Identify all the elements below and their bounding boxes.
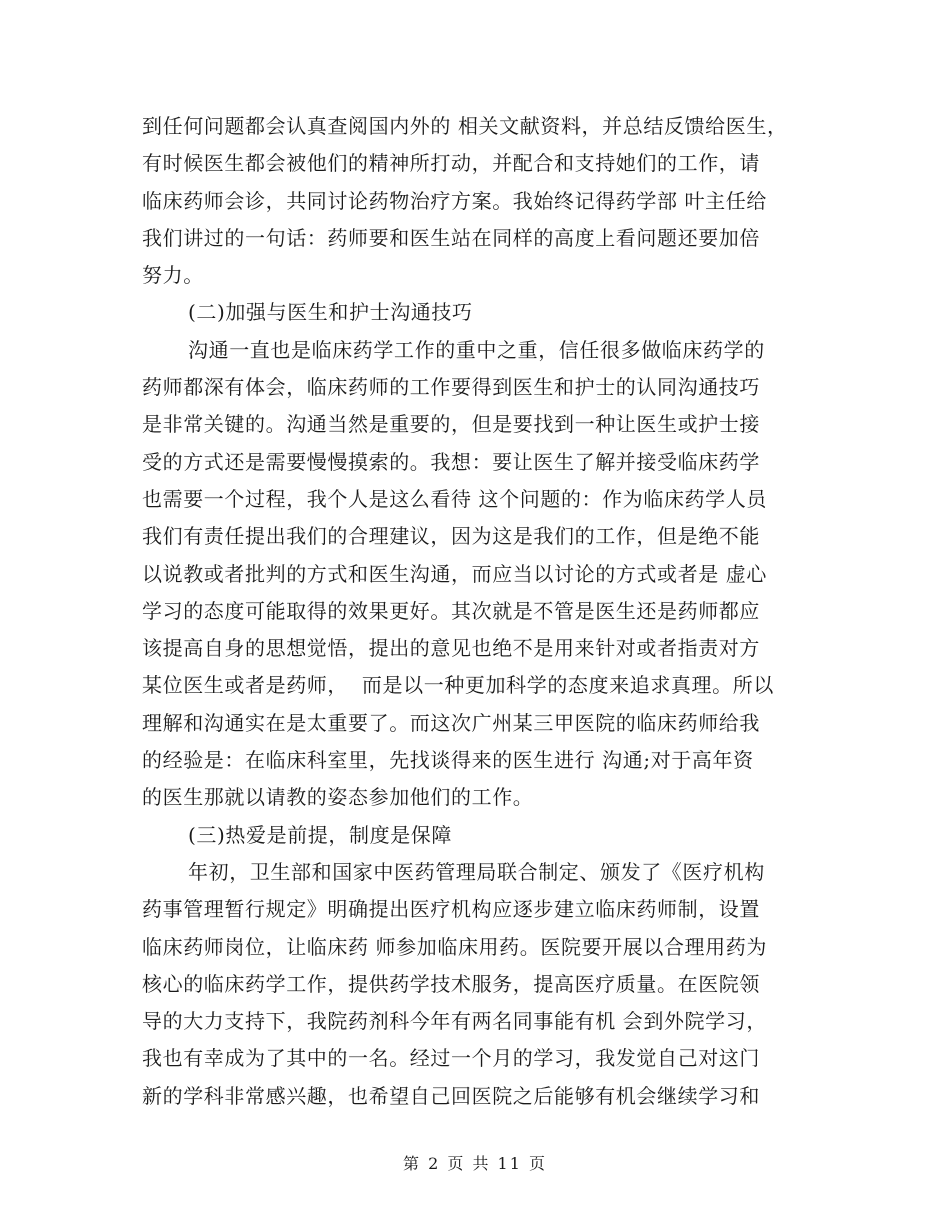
page-number-footer: 第 2 页 共 11 页 — [403, 1154, 547, 1173]
body-line: 的经验是：在临床科室里，先找谈得来的医生进行 沟通;对于高年资 — [142, 748, 754, 773]
body-line: 某位医生或者是药师， 而是以一种更加科学的态度来追求真理。所以 — [142, 673, 774, 698]
body-line: 受的方式还是需要慢慢摸索的。我想：要让医生了解并接受临床药学 — [142, 449, 760, 474]
section-heading: (三)热爱是前提，制度是保障 — [188, 822, 453, 847]
body-line: 理解和沟通实在是太重要了。而这次广州某三甲医院的临床药师给我 — [142, 710, 760, 735]
body-line: 药师都深有体会，临床药师的工作要得到医生和护士的认同沟通技巧 — [142, 375, 760, 400]
body-line: 学习的态度可能取得的效果更好。其次就是不管是医生还是药师都应 — [142, 598, 760, 623]
body-line: 该提高自身的思想觉悟，提出的意见也绝不是用来针对或者指责对方 — [142, 636, 760, 661]
section-heading: (二)加强与医生和护士沟通技巧 — [188, 300, 473, 325]
body-line: 也需要一个过程，我个人是这么看待 这个问题的：作为临床药学人员 — [142, 486, 767, 511]
document-body — [142, 108, 822, 1115]
body-line: 以说教或者批判的方式和医生沟通，而应当以讨论的方式或者是 虚心 — [142, 561, 767, 586]
body-line: 核心的临床药学工作，提供药学技术服务，提高医疗质量。在医院领 — [142, 971, 760, 996]
body-line: 药事管理暂行规定》明确提出医疗机构应逐步建立临床药师制，设置 — [142, 897, 760, 922]
body-line: 导的大力支持下，我院药剂科今年有两名同事能有机 会到外院学习， — [142, 1009, 767, 1034]
body-line: 我们讲过的一句话：药师要和医生站在同样的高度上看问题还要加倍 — [142, 225, 760, 250]
paragraph-first-line: 沟通一直也是临床药学工作的重中之重，信任很多做临床药学的 — [188, 337, 765, 362]
body-line: 我也有幸成为了其中的一名。经过一个月的学习，我发觉自己对这门 — [142, 1046, 760, 1071]
body-line: 的医生那就以请教的姿态参加他们的工作。 — [142, 785, 534, 810]
body-line: 临床药师岗位，让临床药 师参加临床用药。医院要开展以合理用药为 — [142, 934, 767, 959]
body-line: 有时候医生都会被他们的精神所打动，并配合和支持她们的工作，请 — [142, 151, 760, 176]
body-line: 是非常关键的。沟通当然是重要的，但是要找到一种让医生或护士接 — [142, 412, 760, 437]
body-line: 我们有责任提出我们的合理建议，因为这是我们的工作，但是绝不能 — [142, 524, 760, 549]
paragraph-first-line: 年初，卫生部和国家中医药管理局联合制定、颁发了《医疗机构 — [188, 859, 765, 884]
body-line: 到任何问题都会认真查阅国内外的 相关文献资料，并总结反馈给医生， — [142, 114, 788, 138]
body-line: 临床药师会诊，共同讨论药物治疗方案。我始终记得药学部 叶主任给 — [142, 188, 767, 213]
body-line: 努力。 — [142, 263, 204, 288]
body-line: 新的学科非常感兴趣，也希望自己回医院之后能够有机会继续学习和 — [142, 1083, 760, 1108]
